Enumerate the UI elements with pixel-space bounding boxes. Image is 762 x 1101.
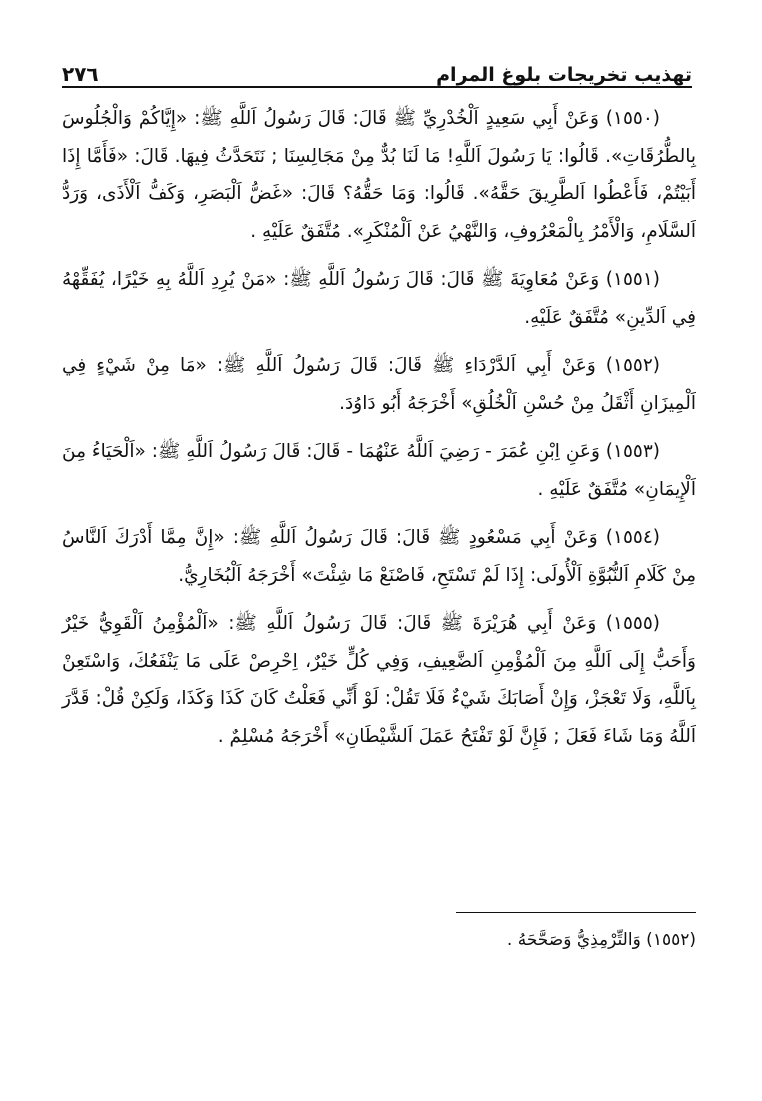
running-title: تهذيب تخريجات بلوغ المرام — [436, 64, 692, 86]
page-number: ٢٧٦ — [62, 62, 99, 86]
footnote-1552: (١٥٥٢) وَالتِّرْمِذِيُّ وَصَحَّحَهُ . — [506, 930, 696, 950]
page-header — [62, 56, 692, 88]
hadith-1553: (١٥٥٣) وَعَنِ اِبْنِ عُمَرَ - رَضِيَ اَللَّهُ عَنْهُمَا - قَالَ: قَالَ رَسُولُ اَللَّهِ ﷺ: «اَلْحَيَاءُ مِنَ اَلْإِيمَانِ» مُتَّفَقٌ عَلَيْهِ . — [62, 441, 696, 500]
footnotes — [62, 912, 696, 964]
hadith-1552: (١٥٥٢) وَعَنْ أَبِي اَلدَّرْدَاءِ ﷺ قَالَ: قَالَ رَسُولُ اَللَّهِ ﷺ: «مَا مِنْ شَيْءٍ فِي اَلْمِيزَانِ أَثْقَلُ مِنْ حُسْنِ اَلْخُلُقِ» أَخْرَجَهُ أَبُو دَاوُدَ. — [62, 355, 696, 414]
hadith-1550: (١٥٥٠) وَعَنْ أَبِي سَعِيدٍ اَلْخُدْرِيِّ ﷺ قَالَ: قَالَ رَسُولُ اَللَّهِ ﷺ: «إِيَّاكُمْ وَالْجُلُوسَ بِالطُّرُقَاتِ». قَالُوا: يَا رَسُولَ اَللَّهِ! مَا لَنَا بُدٌّ مِنْ مَجَالِسِنَا ; نَتَحَدَّثُ فِيهَا. قَالَ: «فَأَمَّا إِذَا أَبَيْتُمْ، فَأَعْطُوا اَلطَّرِيقَ حَقَّهُ». قَالُوا: وَمَا حَقُّهُ؟ قَالَ: «غَضُّ اَلْبَصَرِ، وَكَفُّ اَلْأَذَى، وَرَدُّ اَلسَّلَامِ، وَالْأَمْرُ بِالْمَعْرُوفِ، وَالنَّهْيُ عَنْ اَلْمُنْكَرِ». مُتَّفَقٌ عَلَيْهِ . — [62, 108, 696, 242]
footnote-divider — [456, 912, 696, 913]
hadith-1555: (١٥٥٥) وَعَنْ أَبِي هُرَيْرَةَ ﷺ قَالَ: قَالَ رَسُولُ اَللَّهِ ﷺ: «اَلْمُؤْمِنُ اَلْقَوِيُّ خَيْرٌ وَأَحَبُّ إِلَى اَللَّهِ مِنَ اَلْمُؤْمِنِ اَلضَّعِيفِ، وَفِي كُلٍّ خَيْرٌ، اِحْرِصْ عَلَى مَا يَنْفَعُكَ، وَاسْتَعِنْ بِاَللَّهِ، وَلَا تَعْجَزْ، وَإِنْ أَصَابَكَ شَيْءٌ فَلَا تَقُلْ: لَوْ أَنِّي فَعَلْتُ كَانَ كَذَا وَكَذَا، وَلَكِنْ قُلْ: قَدَّرَ اَللَّهُ وَمَا شَاءَ فَعَلَ ; فَإِنَّ لَوْ تَفْتَحُ عَمَلَ اَلشَّيْطَانِ» أَخْرَجَهُ مُسْلِمٌ . — [62, 613, 696, 747]
hadith-1551: (١٥٥١) وَعَنْ مُعَاوِيَةَ ﷺ قَالَ: قَالَ رَسُولُ اَللَّهِ ﷺ: «مَنْ يُرِدِ اَللَّهُ بِهِ خَيْرًا، يُفَقِّهْهُ فِي اَلدِّينِ» مُتَّفَقٌ عَلَيْهِ. — [62, 269, 696, 328]
page-body — [62, 100, 696, 766]
hadith-1554: (١٥٥٤) وَعَنْ أَبِي مَسْعُودٍ ﷺ قَالَ: قَالَ رَسُولُ اَللَّهِ ﷺ: «إِنَّ مِمَّا أَدْرَكَ اَلنَّاسُ مِنْ كَلَامِ اَلنُّبُوَّةِ اَلْأُولَى: إِذَا لَمْ تَسْتَحِ، فَاصْنَعْ مَا شِئْتَ» أَخْرَجَهُ اَلْبُخَارِيُّ. — [62, 527, 696, 586]
